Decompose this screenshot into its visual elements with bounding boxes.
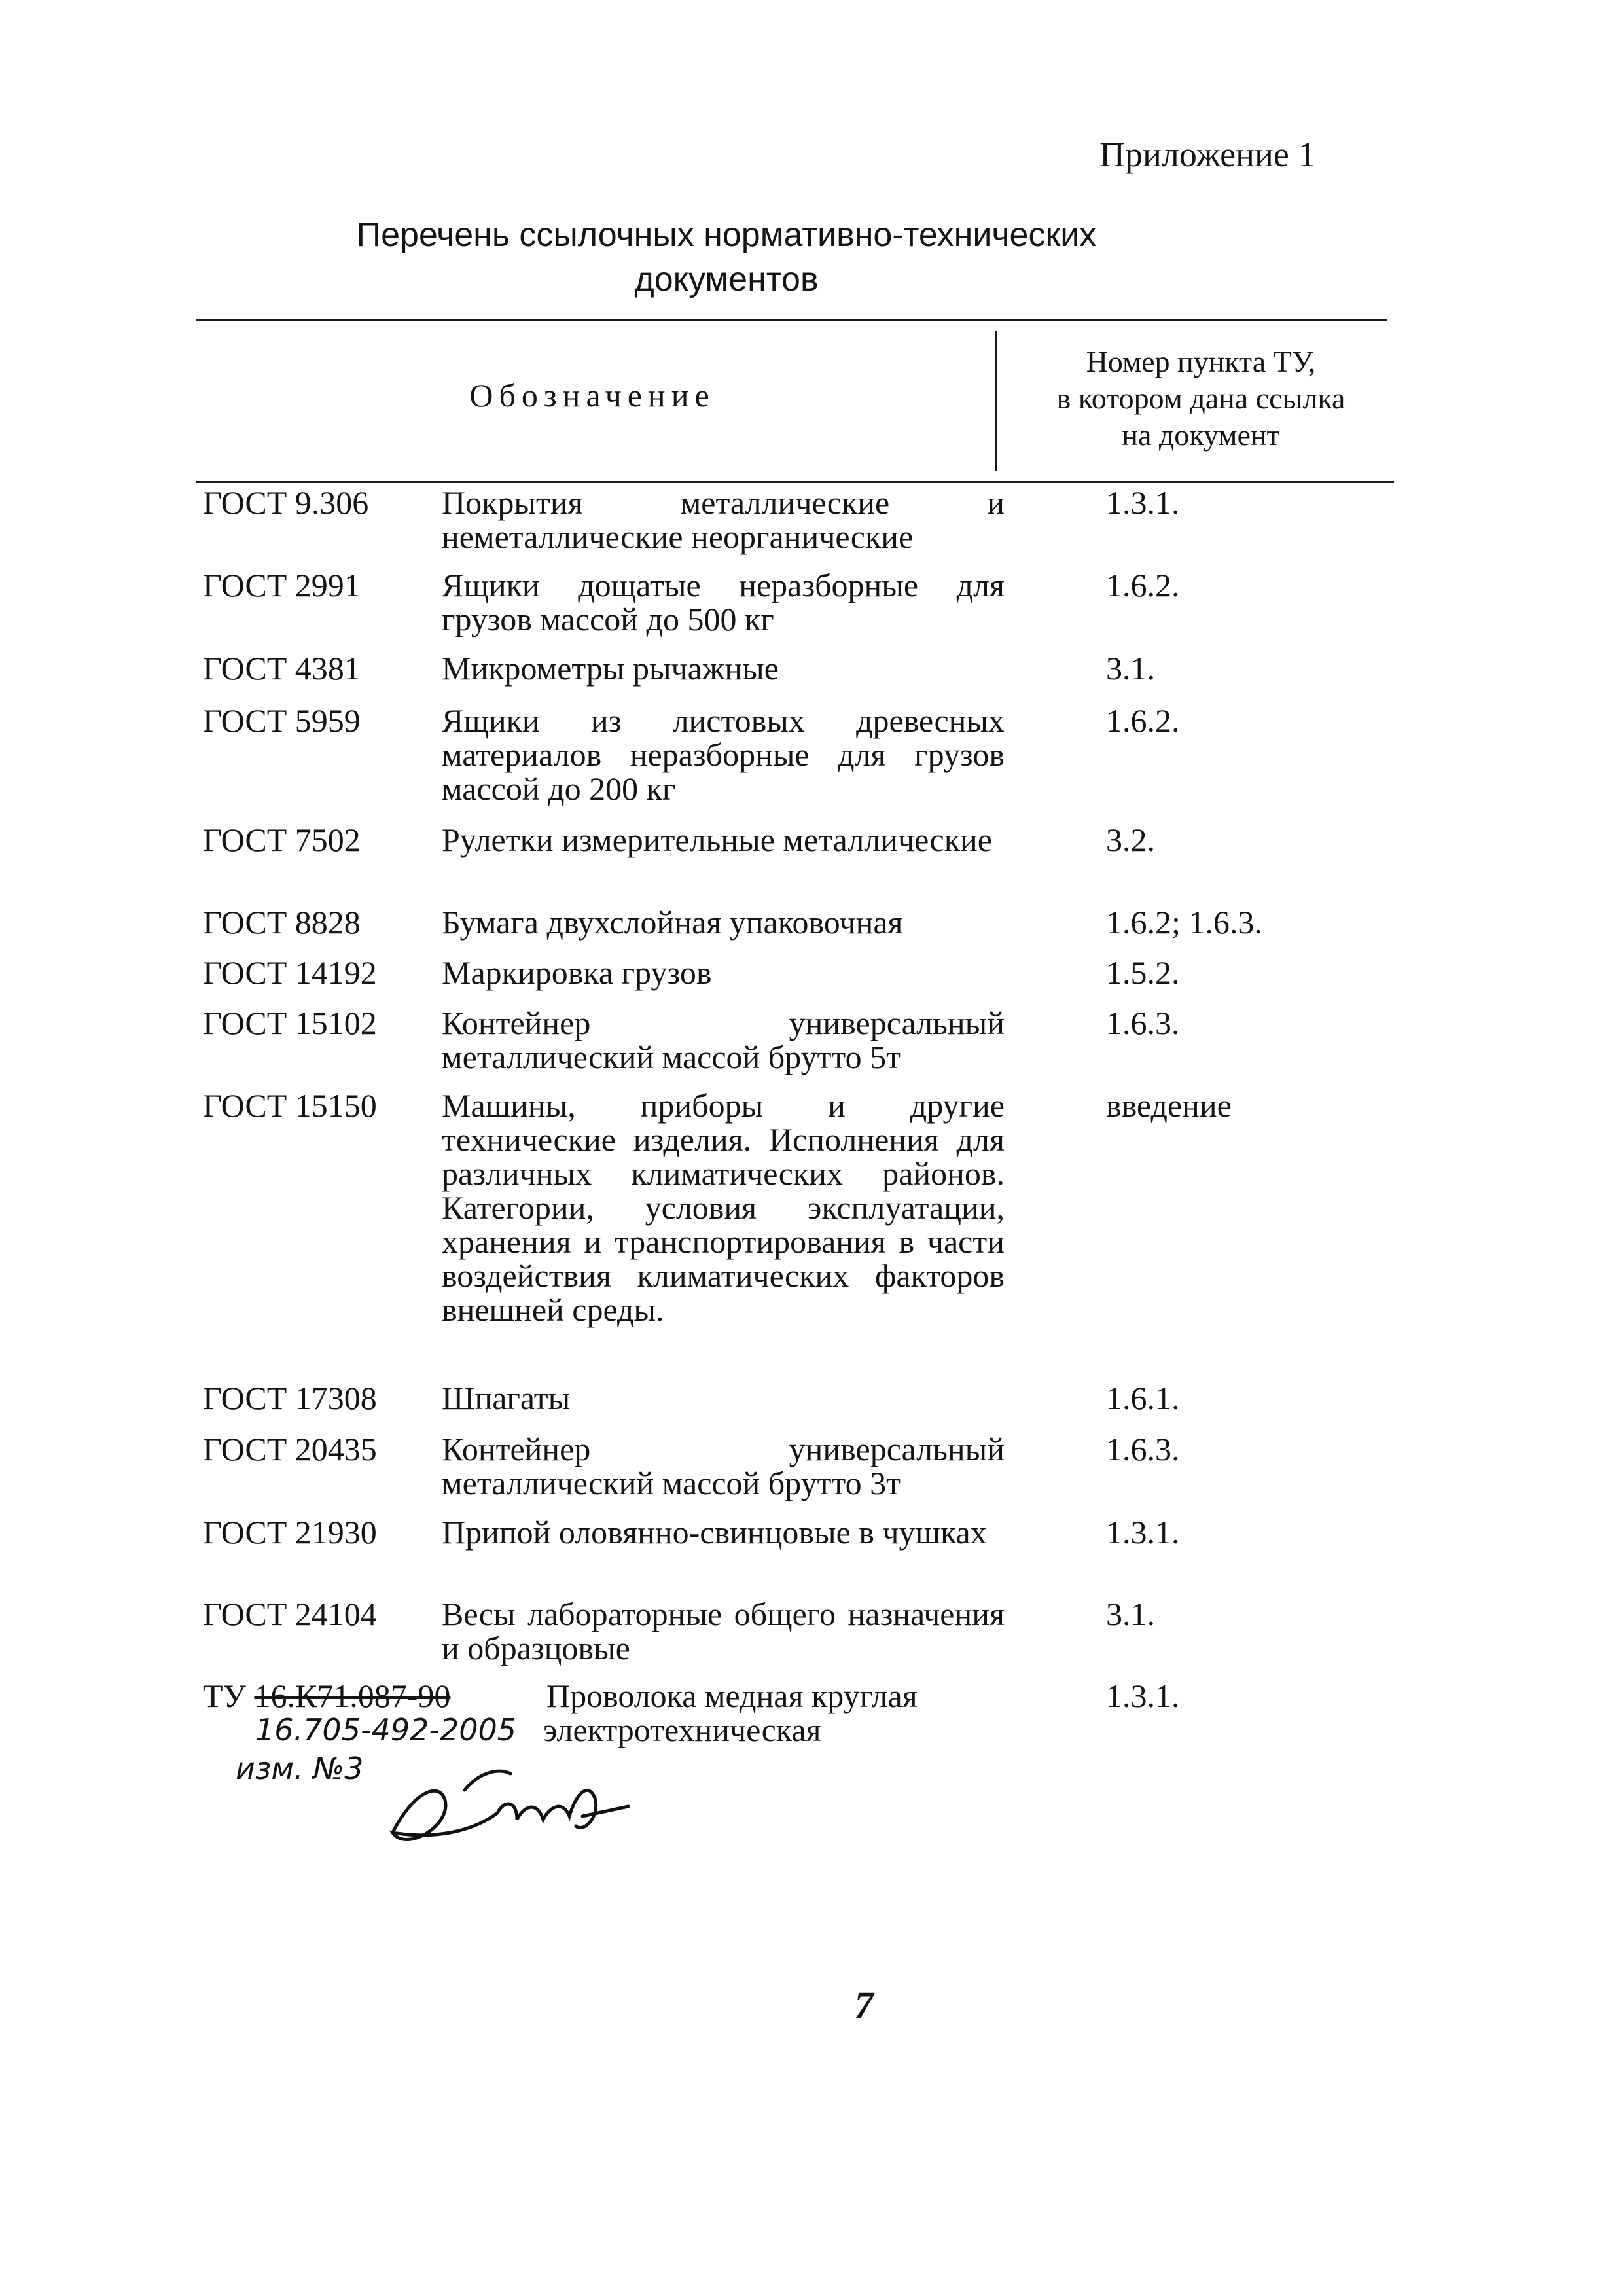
header-point-line-2: в котором дана ссылка: [1056, 382, 1346, 415]
row-code: ГОСТ 20435: [203, 1431, 377, 1467]
title-line-1: Перечень ссылочных нормативно-технических: [356, 216, 1097, 254]
row-code: ГОСТ 24104: [203, 1596, 377, 1632]
amendment-note: изм. №3: [236, 1751, 364, 1786]
row-point: 3.1.: [1106, 650, 1155, 687]
row-title: Микрометры рычажные: [442, 650, 779, 687]
row-point: 1.6.3.: [1106, 1431, 1180, 1467]
row-point: 1.3.1.: [1106, 484, 1180, 521]
row-title-line-2: электротехническая: [543, 1712, 821, 1748]
header-column-divider: [995, 331, 997, 471]
row-title: Контейнер универсальный металлический массой брутто 5т: [442, 1005, 1005, 1075]
row-title: Проволока медная круглая: [546, 1677, 918, 1714]
row-code: ГОСТ 8828: [203, 904, 361, 941]
row-code: ГОСТ 15150: [203, 1087, 377, 1124]
header-designation: Обозначение: [469, 377, 715, 414]
header-point-number: [1005, 344, 1397, 454]
tu-prefix: ТУ: [203, 1677, 246, 1714]
header-top-rule: [196, 319, 1387, 321]
row-point: 1.6.1.: [1106, 1380, 1180, 1416]
page-number: 7: [854, 1984, 874, 2026]
title-line-2: документов: [634, 260, 819, 298]
row-point: 1.3.1.: [1106, 1677, 1180, 1714]
row-title: Ящики дощатые неразборные для грузов массой до 500 кг: [442, 567, 1005, 637]
row-title: Припой оловянно-свинцовые в чушках: [442, 1514, 987, 1551]
row-code: ГОСТ 9.306: [203, 484, 369, 521]
row-code: ГОСТ 2991: [203, 567, 361, 603]
row-code: ГОСТ 5959: [203, 702, 361, 739]
row-point: 1.6.3.: [1106, 1005, 1180, 1041]
header-point-line-3: на документ: [1122, 418, 1280, 452]
signature-mark: [366, 1754, 707, 1872]
row-point: 1.6.2.: [1106, 702, 1180, 739]
row-code: ГОСТ 4381: [203, 650, 361, 687]
row-point: 1.6.2; 1.6.3.: [1106, 904, 1262, 941]
row-point: 1.5.2.: [1106, 954, 1180, 991]
row-title: Маркировка грузов: [442, 954, 712, 991]
row-code: ГОСТ 7502: [203, 821, 361, 858]
row-point: 1.3.1.: [1106, 1514, 1180, 1551]
header-point-line-1: Номер пункта ТУ,: [1086, 345, 1316, 378]
row-title: Рулетки измерительные металлические: [442, 821, 992, 858]
row-title: Контейнер универсальный металлический массой брутто 3т: [442, 1431, 1005, 1501]
row-title: Покрытия металлические и неметаллические неорганические: [442, 484, 1005, 555]
row-point: 3.1.: [1106, 1596, 1155, 1632]
tu-old-code: 16.К71.087-90: [254, 1677, 451, 1714]
row-title: Весы лабораторные общего назначения и образцовые: [442, 1596, 1005, 1666]
row-title: Ящики из листовых древесных материалов неразборные для грузов массой до 200 кг: [442, 702, 1005, 807]
row-point: 3.2.: [1106, 821, 1155, 858]
row-code: ГОСТ 15102: [203, 1005, 377, 1041]
row-code: ГОСТ 21930: [203, 1514, 377, 1551]
appendix-label: Приложение 1: [1099, 135, 1316, 174]
header-bottom-rule: [196, 481, 1394, 483]
document-title: [196, 213, 1257, 302]
row-code: [203, 1679, 450, 1713]
row-code: ГОСТ 14192: [203, 954, 377, 991]
tu-new-code: 16.705-492-2005: [255, 1712, 517, 1748]
row-title: Машины, приборы и другие технические изделия. Исполнения для различных климатических районов. Категории, условия эксплуатации, хранения и транспортирования в части воздействия климатических факторов внешней среды.: [442, 1087, 1005, 1328]
row-point: введение: [1106, 1087, 1232, 1124]
row-title: Шпагаты: [442, 1380, 571, 1416]
row-title: Бумага двухслойная упаковочная: [442, 904, 903, 941]
row-point: 1.6.2.: [1106, 567, 1180, 603]
row-code: ГОСТ 17308: [203, 1380, 377, 1416]
